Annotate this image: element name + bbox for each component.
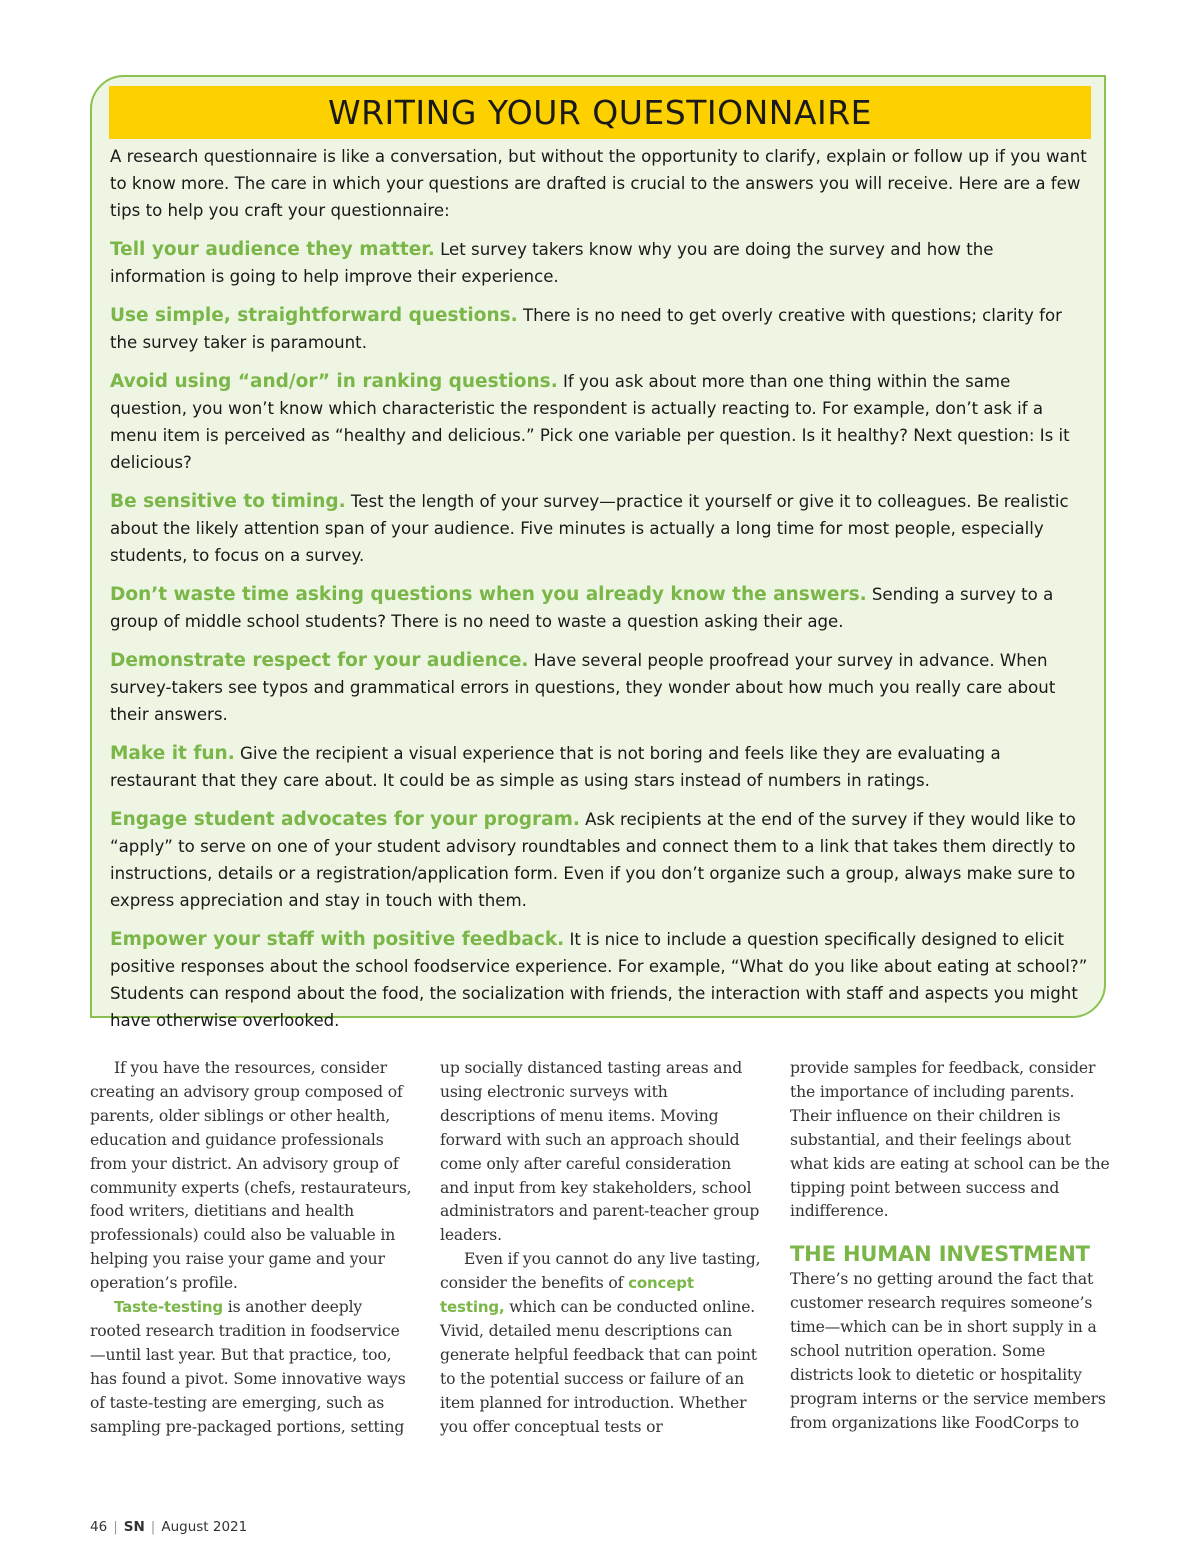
- tip-heading: Avoid using “and/or” in ranking questions.: [110, 371, 558, 392]
- tip-heading: Use simple, straightforward questions.: [110, 305, 518, 326]
- tip-item: [110, 302, 1092, 356]
- tip-heading: Empower your staff with positive feedback.: [110, 929, 565, 950]
- article-paragraph: If you have the resources, consider creating an advisory group composed of parents, older siblings or other health, education and guidance professionals from your district. An advisory group of community experts (chefs, restaurateurs, food writers, dietitians and health professionals) could also be valuable in helping you raise your game and your operation’s profile.: [90, 1059, 412, 1293]
- tip-heading: Make it fun.: [110, 743, 235, 764]
- tip-heading: Engage student advocates for your program.: [110, 809, 580, 830]
- tip-heading: Demonstrate respect for your audience.: [110, 650, 529, 671]
- tip-heading: Tell your audience they matter.: [110, 239, 435, 260]
- tip-item: [110, 236, 1092, 290]
- section-heading: THE HUMAN INVESTMENT: [790, 1242, 1090, 1267]
- article-paragraph: [440, 1248, 762, 1439]
- article-column-3: [790, 1057, 1112, 1436]
- tip-item: [110, 488, 1092, 569]
- paragraph-text: Even if you cannot do any live tasting, consider the benefits of: [440, 1250, 761, 1293]
- tip-text: It is nice to include a question specifically designed to elicit positive responses about the school foodservice experience. For example, “What do you like about eating at school?” Students can respond about the food, the socialization with friends, the interaction with staff and aspects you might have otherwise overlooked.: [110, 930, 1088, 1030]
- tip-text: Let survey takers know why you are doing the survey and how the information is going to help improve their experience.: [110, 240, 994, 286]
- paragraph-text: which can be conducted online. Vivid, detailed menu descriptions can generate helpful feedback that can point to the potential success or failure of an item planned for introduction. Whether you offer conceptual tests or: [440, 1298, 757, 1436]
- tip-text: If you ask about more than one thing within the same question, you won’t know which characteristic the respondent is actually reacting to. For example, don’t ask if a menu item is perceived as “healthy and delicious.” Pick one variable per question. Is it healthy? Next question: Is it delicious?: [110, 372, 1070, 472]
- article-column-2: [440, 1057, 762, 1440]
- tip-text: Sending a survey to a group of middle school students? There is no need to waste a question asking their age.: [110, 585, 1054, 631]
- tip-item: [110, 647, 1092, 728]
- highlight-term: concept testing,: [440, 1274, 694, 1317]
- paragraph-text: is another deeply rooted research tradition in foodservice—until last year. But that practice, too, has found a pivot. Some innovative ways of taste-testing are emerging, such as sampling pre-packaged portions, setting: [90, 1298, 406, 1436]
- sidebar-intro: A research questionnaire is like a conversation, but without the opportunity to clarify, explain or follow up if you want to know more. The care in which your questions are drafted is crucial to the answers you will receive. Here are a few tips to help you craft your questionnaire:: [110, 147, 1087, 220]
- tip-item: [110, 740, 1092, 794]
- issue-date: August 2021: [161, 1519, 248, 1535]
- tip-item: [110, 368, 1092, 476]
- footer-separator: |: [150, 1519, 156, 1535]
- tip-item: [110, 926, 1092, 1034]
- article-paragraph: up socially distanced tasting areas and using electronic surveys with descriptions of menu items. Moving forward with such an approach should come only after careful consideration and input from key stakeholders, school administrators and parent-teacher group leaders.: [440, 1059, 760, 1245]
- article-column-1: [90, 1057, 412, 1440]
- tip-heading: Don’t waste time asking questions when you already know the answers.: [110, 584, 867, 605]
- tip-heading: Be sensitive to timing.: [110, 491, 346, 512]
- tip-text: There is no need to get overly creative with questions; clarity for the survey taker is paramount.: [110, 306, 1062, 352]
- tip-text: Give the recipient a visual experience that is not boring and feels like they are evaluating a restaurant that they care about. It could be as simple as using stars instead of numbers in ratings.: [110, 744, 1001, 790]
- article-paragraph: provide samples for feedback, consider the importance of including parents. Their influence on their children is substantial, and their feelings about what kids are eating at school can be the tipping point between success and indifference.: [790, 1059, 1110, 1221]
- sidebar-title: WRITING YOUR QUESTIONNAIRE: [327, 93, 873, 132]
- sidebar-title-bar: [109, 86, 1091, 139]
- tip-item: [110, 806, 1092, 914]
- page-footer: [90, 1517, 247, 1537]
- tip-text: Test the length of your survey—practice it yourself or give it to colleagues. Be realistic about the likely attention span of your audience. Five minutes is actually a long time for most people, especially students, to focus on a survey.: [110, 492, 1069, 565]
- article-paragraph: There’s no getting around the fact that customer research requires someone’s time—which can be in short supply in a school nutrition operation. Some districts look to dietetic or hospitality program interns or the service members from organizations like FoodCorps to: [790, 1270, 1106, 1432]
- sidebar-body: [110, 143, 1092, 1046]
- page-number: 46: [90, 1519, 108, 1535]
- publication-name: SN: [123, 1519, 145, 1535]
- footer-separator: |: [113, 1519, 118, 1535]
- article-paragraph: [90, 1296, 412, 1439]
- tip-text: Ask recipients at the end of the survey if they would like to “apply” to serve on one of your student advisory roundtables and connect them to a link that takes them directly to instructions, details or a registration/application form. Even if you don’t organize such a group, always make sure to express appreciation and stay in touch with them.: [110, 810, 1076, 910]
- tip-text: Have several people proofread your survey in advance. When survey-takers see typos and grammatical errors in questions, they wonder about how much you really care about their answers.: [110, 651, 1056, 724]
- highlight-term: Taste-testing: [114, 1298, 223, 1317]
- tip-item: [110, 581, 1092, 635]
